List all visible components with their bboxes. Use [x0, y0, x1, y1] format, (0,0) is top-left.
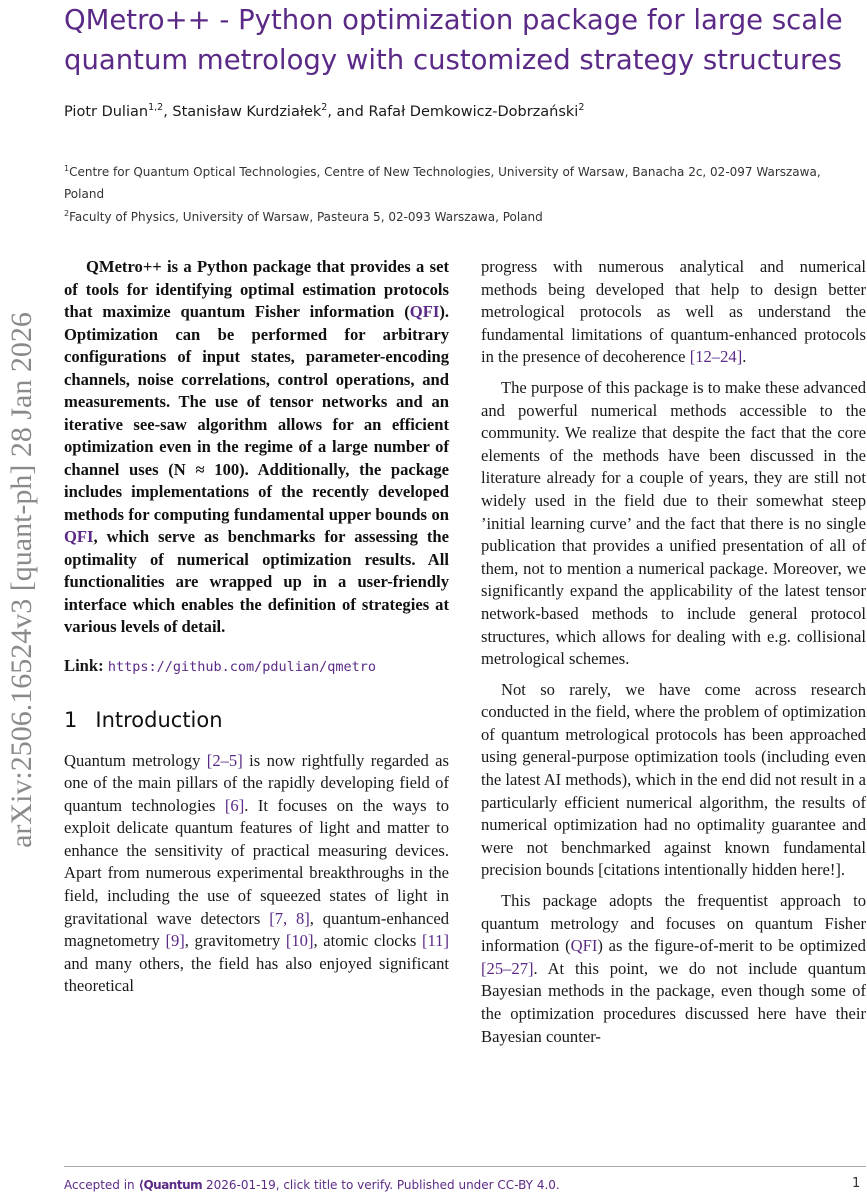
citation-link[interactable]: [2–5] [206, 750, 243, 770]
citation-link[interactable]: [25–27] [481, 958, 534, 978]
abstract-text: , which serve as benchmarks for assessing the optimality of numerical optimization results. All functionalities are wrapped up in a user-friendly interface which enables the definition of strategies at various levels of detail. [64, 527, 449, 636]
paper-title[interactable]: QMetro++ - Python optimization package for large scale quantum metrology with customized strategy structures [64, 4, 843, 76]
author-list [64, 102, 584, 120]
body-text: progress with numerous analytical and numerical methods being developed that help to design better metrological protocols as well as understand the fundamental limitations of quantum-enhanced protocols in the presence of decoherence [481, 257, 866, 367]
body-text: , quantum-enhanced magnetometry [64, 908, 449, 951]
motivation-paragraph: Not so rarely, we have come across research conducted in the field, where the problem of optimization of quantum metrological protocols has been approached using general-purpose optimization tools (including even the latest AI methods), which in the end did not result in a particularly efficient numerical algorithm, the results of numerical optimization had no optimality guarantee and were not benchmarked against known fundamental precision bounds [citations intentionally hidden here!]. [481, 679, 866, 880]
citation-link[interactable]: [7, 8] [269, 908, 310, 928]
section-number: 1 [64, 707, 78, 732]
arxiv-sidebar [0, 0, 40, 1200]
body-text: , atomic clocks [313, 931, 422, 951]
author-name: Piotr Dulian [64, 103, 149, 120]
qfi-acronym-link[interactable]: QFI [409, 302, 440, 321]
citation-link[interactable]: [12–24] [689, 347, 743, 367]
affiliation-number: 1 [64, 164, 70, 173]
page-number: 1 [852, 1176, 861, 1191]
author-separator: , and [327, 103, 369, 120]
citation-link[interactable]: [9] [165, 931, 185, 951]
body-text: is now rightfully regarded as one of the main pillars of the rapidly developing field of quantum technologies [64, 750, 449, 815]
arxiv-identifier: arXiv:2506.16524v3 [quant-ph] 28 Jan 2026 [5, 312, 38, 848]
citation-link[interactable]: [11] [421, 931, 449, 951]
body-text: , gravitometry [184, 931, 286, 951]
repository-link[interactable]: https://github.com/pdulian/qmetro [107, 658, 377, 675]
body-text: Quantum metrology [64, 750, 207, 770]
body-text: and many others, the field has also enjoyed significant theoretical [64, 953, 449, 996]
abstract [64, 256, 449, 639]
affiliation-1 [64, 158, 864, 205]
footer-verify-text: 2026-01-19, click title to verify. Published under CC-BY 4.0. [205, 1178, 560, 1192]
qfi-acronym-link[interactable]: QFI [64, 527, 94, 546]
affiliation-text: Faculty of Physics, University of Warsaw, Pasteura 5, 02-093 Warszawa, Poland [69, 210, 543, 224]
intro-paragraph-continued [481, 256, 866, 369]
author-affiliation-mark: 2 [321, 102, 328, 113]
citation-link[interactable]: [6] [224, 795, 245, 815]
footer-accepted-text: Accepted in [64, 1178, 135, 1192]
author-affiliation-mark: 2 [578, 102, 585, 113]
body-text: . It focuses on the ways to exploit delicate quantum features of light and matter to enhance the sensitivity of practical measuring devices. Apart from numerous experimental breakthroughs in the field, including the use of squeezed states of light in gravitational wave detectors [64, 795, 449, 928]
right-column [481, 256, 866, 1048]
affiliation-text: Centre for Quantum Optical Technologies, Centre of New Technologies, University of Warsaw, Banacha 2c, 02-097 Warszawa, Poland [64, 165, 821, 201]
abstract-text: ). Optimization can be performed for arbitrary configurations of input states, parameter-encoding channels, noise correlations, control operations, and measurements. The use of tensor networks and an iterative see-saw algorithm allows for an efficient optimization even in the regime of a large number of channel uses (N ≈ 100). Additionally, the package includes implementations of the recently developed methods for computing fundamental upper bounds on [64, 302, 449, 524]
abstract-text: QMetro++ is a Python package that provides a set of tools for identifying optimal estimation protocols that maximize quantum Fisher information ( [64, 257, 449, 321]
body-text: ) as the figure-of-merit to be optimized [597, 936, 866, 956]
author-name: Stanisław Kurdziałek [172, 103, 322, 120]
citation-link[interactable]: [10] [285, 931, 314, 951]
section-heading [64, 708, 449, 732]
footer-acceptance-note[interactable] [64, 1178, 560, 1192]
author-name: Rafał Demkowicz-Dobrzański [368, 103, 579, 120]
qfi-acronym-link[interactable]: QFI [570, 936, 598, 956]
affiliation-number: 2 [64, 209, 70, 218]
affiliation-2 [64, 203, 543, 228]
left-column [64, 256, 449, 998]
body-text: This package adopts the frequentist approach to quantum metrology and focuses on quantum Fisher information ( [481, 891, 866, 956]
author-affiliation-mark: 1,2 [148, 102, 164, 113]
repository-link-line [64, 655, 449, 678]
purpose-paragraph: The purpose of this package is to make these advanced and powerful numerical methods accessible to the community. We realize that despite the fact that the core elements of the methods have been discussed in the literature already for a couple of years, they are still not widely used in the field due to their somewhat steep ’initial learning curve’ and the fact that there is no single publication that provides a unified presentation of all of them, not to mention a numerical package. Moreover, we significantly expand the applicability of the latest tensor network-based methods to include general protocol structures, which allows for dealing with e.g. collisional metrological schemes. [481, 377, 866, 669]
footer-divider [64, 1166, 866, 1167]
intro-paragraph [64, 750, 449, 999]
link-label: Link: [64, 655, 104, 675]
section-title: Introduction [95, 707, 223, 732]
body-text: . At this point, we do not include quantum Bayesian methods in the package, even though some of the optimization procedures discussed here have their Bayesian counter- [481, 958, 866, 1046]
author-separator: , [163, 103, 173, 120]
approach-paragraph [481, 890, 866, 1048]
quantum-journal-logo: ⟨Quantum [138, 1178, 203, 1192]
body-text: . [742, 347, 747, 367]
